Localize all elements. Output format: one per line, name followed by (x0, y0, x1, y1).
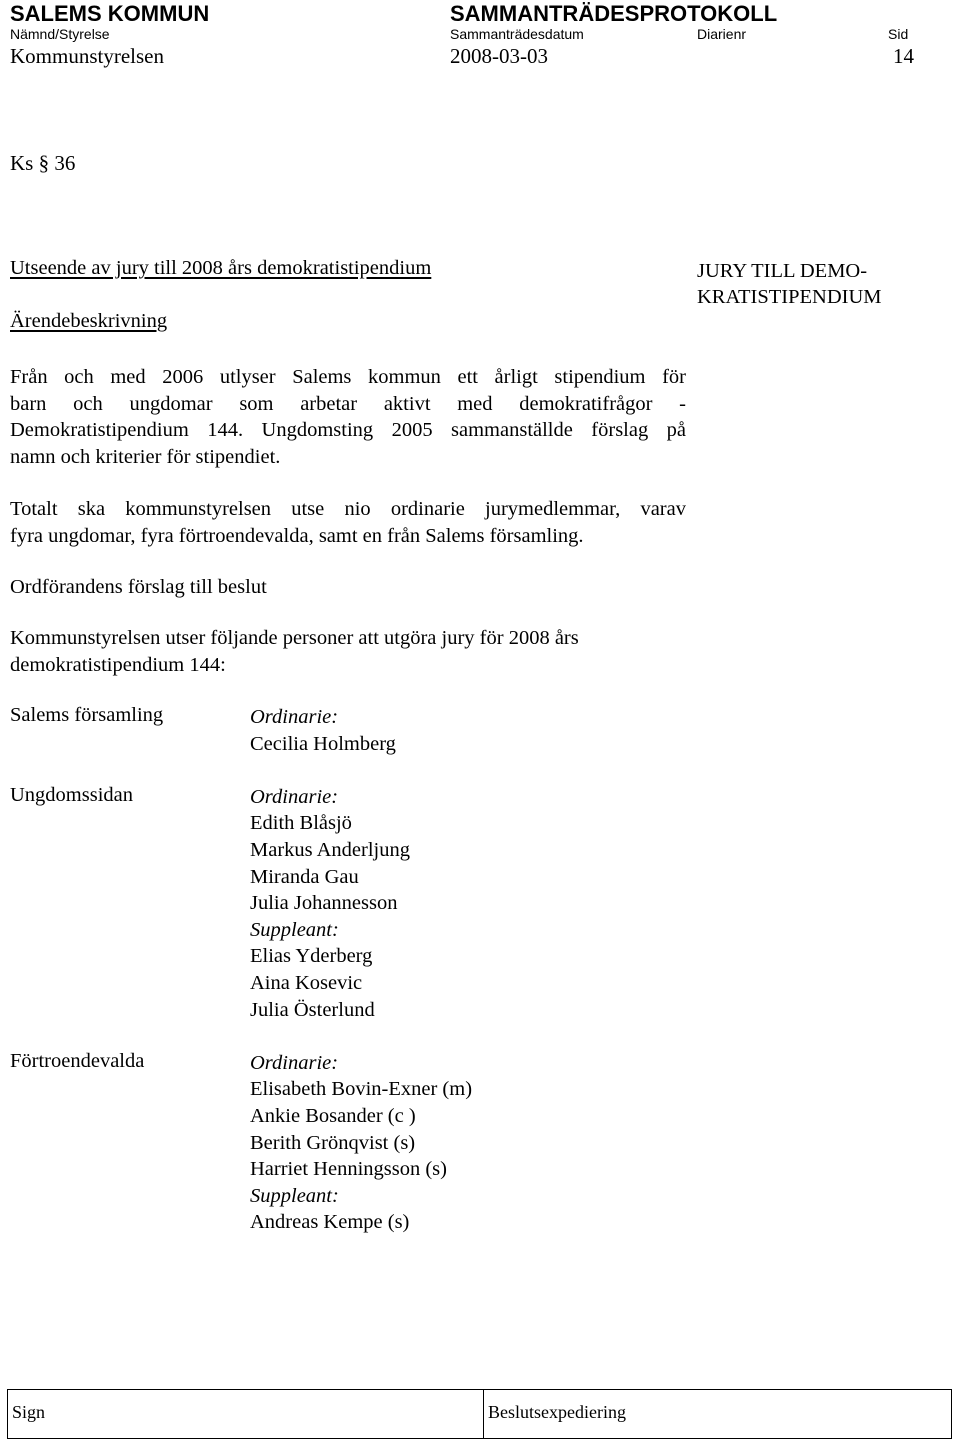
subject-title: Utseende av jury till 2008 års demokratistipendium (10, 257, 432, 279)
member-name: Andreas Kempe (s) (250, 1211, 410, 1234)
member-list (250, 704, 950, 757)
side-title (697, 258, 882, 310)
member-name: Elias Yderberg (250, 945, 373, 968)
proposal-heading: Ordförandens förslag till beslut (10, 576, 267, 598)
member-name: Harriet Henningsson (s) (250, 1158, 447, 1181)
board-label: Nämnd/Styrelse (10, 26, 110, 42)
member-list (250, 784, 950, 1023)
role-label: Ordinarie: (250, 785, 339, 808)
paragraph-line: namn och kriterier för stipendiet. (10, 445, 281, 468)
dispatch-label: Beslutsexpediering (488, 1402, 626, 1422)
sign-cell (8, 1390, 484, 1438)
page-number: 14 (893, 44, 914, 68)
page-label: Sid (888, 26, 909, 42)
board-value: Kommunstyrelsen (10, 44, 164, 68)
paragraph-line: barn och ungdomar som arbetar aktivt med demokratifrågor - (10, 392, 686, 415)
date-label: Sammanträdesdatum (450, 26, 584, 42)
member-name: Miranda Gau (250, 865, 359, 888)
group-label: Förtroendevalda (10, 1049, 145, 1072)
role-label: Suppleant: (250, 1184, 339, 1207)
side-title-line: JURY TILL DEMO- (697, 260, 868, 282)
org-name: SALEMS KOMMUN (10, 1, 210, 26)
member-name: Aina Kosevic (250, 971, 363, 994)
paragraph-line: fyra ungdomar, fyra förtroendevalda, samt en från Salems församling. (10, 524, 584, 547)
paragraph-line: Totalt ska kommunstyrelsen utse nio ordinarie jurymedlemmar, varav (10, 498, 686, 520)
role-label: Ordinarie: (250, 1051, 339, 1074)
ref-label: Diarienr (697, 26, 747, 42)
description-paragraph (10, 364, 686, 470)
member-name: Julia Johannesson (250, 892, 398, 915)
member-name: Elisabeth Bovin-Exner (m) (250, 1078, 473, 1101)
role-label: Suppleant: (250, 918, 339, 941)
dispatch-cell (484, 1390, 951, 1438)
jury-roster (10, 704, 950, 1236)
jury-group (10, 704, 950, 757)
paragraph-line: Kommunstyrelsen utser följande personer att utgöra jury för 2008 års (10, 627, 579, 649)
member-list (250, 1050, 950, 1236)
member-name: Markus Anderljung (250, 838, 410, 861)
member-name: Ankie Bosander (c ) (250, 1104, 416, 1127)
member-name: Edith Blåsjö (250, 812, 352, 835)
document-type: SAMMANTRÄDESPROTOKOLL (450, 1, 778, 26)
section-number: Ks § 36 (10, 151, 76, 175)
member-name: Berith Grönqvist (s) (250, 1131, 416, 1154)
role-label: Ordinarie: (250, 706, 339, 728)
jury-group (10, 784, 950, 1023)
jury-composition-paragraph (10, 496, 686, 549)
description-heading: Ärendebeskrivning (10, 310, 168, 332)
group-label: Ungdomssidan (10, 783, 133, 806)
signature-footer (7, 1389, 952, 1439)
paragraph-line: demokratistipendium 144: (10, 653, 226, 676)
sign-label: Sign (12, 1402, 46, 1422)
paragraph-line: Demokratistipendium 144. Ungdomsting 2005 sammanställde förslag på (10, 419, 686, 442)
side-title-line: KRATISTIPENDIUM (697, 286, 882, 308)
paragraph-line: Från och med 2006 utlyser Salems kommun ett årligt stipendium för (10, 366, 686, 388)
date-value: 2008-03-03 (450, 44, 548, 68)
proposal-paragraph (10, 625, 710, 678)
jury-group (10, 1050, 950, 1236)
member-name: Cecilia Holmberg (250, 732, 396, 755)
group-label: Salems församling (10, 704, 164, 726)
member-name: Julia Österlund (250, 998, 375, 1021)
